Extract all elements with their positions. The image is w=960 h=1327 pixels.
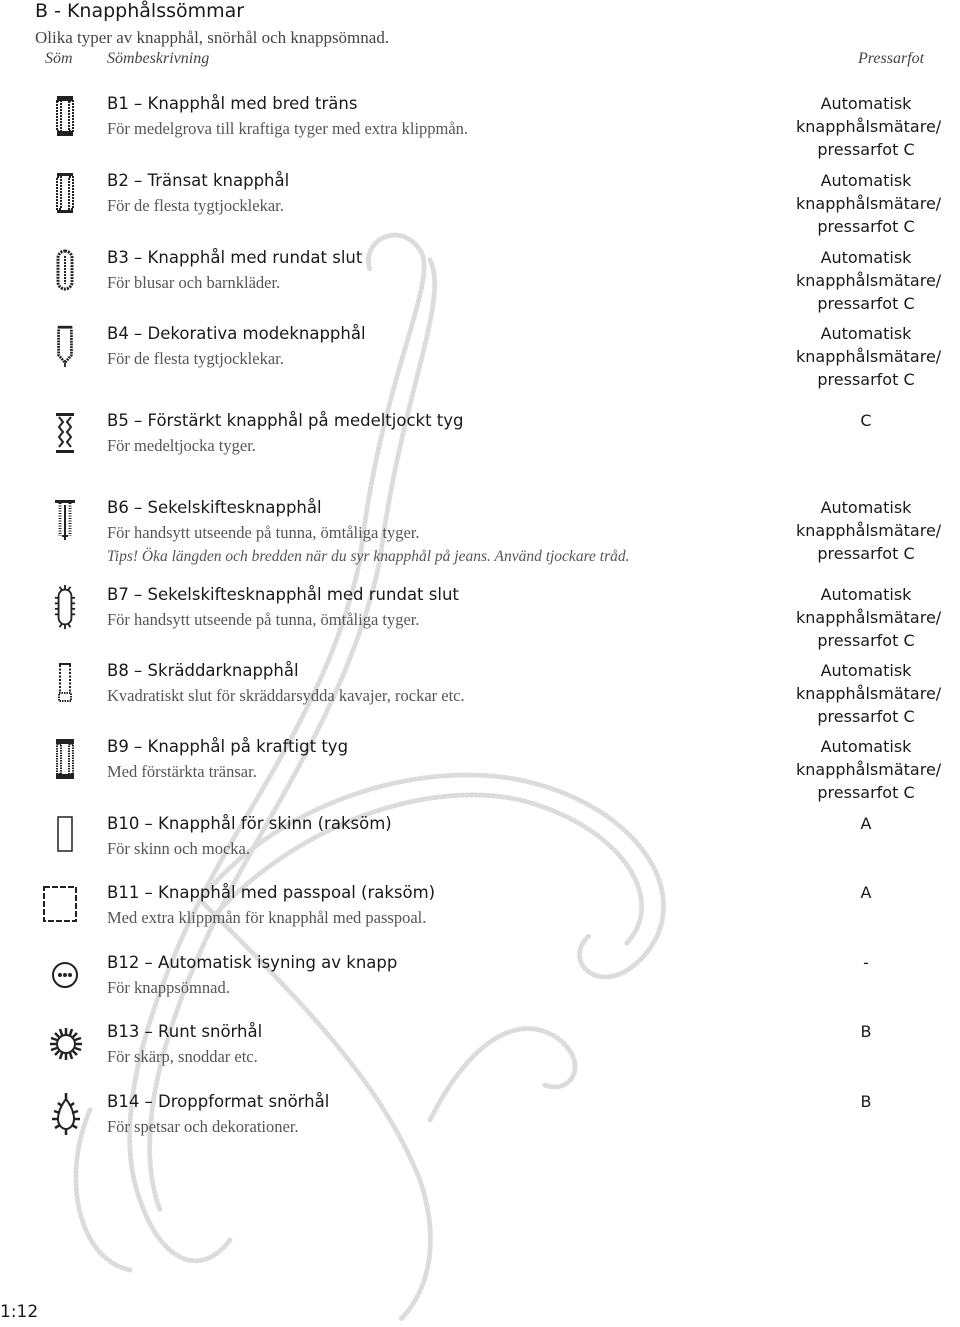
stitch-description: För medeltjocka tyger.: [107, 436, 256, 455]
buttonhole-leather-icon: [50, 814, 80, 858]
presser-foot-line: knapphålsmätare/: [796, 271, 942, 290]
presser-foot-line: pressarfot C: [817, 544, 915, 563]
presser-foot-line: Automatisk: [820, 498, 912, 517]
stitch-description: För de flesta tygtjocklekar.: [107, 349, 284, 368]
stitch-name: B2 – Tränsat knapphål: [107, 171, 290, 190]
presser-foot-line: Automatisk: [820, 171, 912, 190]
buttonhole-heavy-fabric-icon: [50, 737, 80, 781]
stitch-description: För handsytt utseende på tunna, ömtåliga tyger.: [107, 610, 420, 629]
stitch-name: B8 – Skräddarknapphål: [107, 661, 299, 680]
presser-foot: [796, 735, 942, 804]
presser-foot-line: B: [860, 1092, 872, 1111]
presser-foot: [796, 322, 942, 391]
presser-foot-line: pressarfot C: [817, 783, 915, 802]
eyelet-round-icon: [48, 1022, 84, 1066]
presser-foot-line: knapphålsmätare/: [796, 608, 942, 627]
stitch-description: För skinn och mocka.: [107, 839, 250, 858]
stitch-name: B14 – Droppformat snörhål: [107, 1092, 330, 1111]
presser-foot-line: Automatisk: [820, 248, 912, 267]
presser-foot: [796, 1090, 936, 1113]
stitch-name: B13 – Runt snörhål: [107, 1022, 263, 1041]
stitch-description: Kvadratiskt slut för skräddarsydda kavajer, rockar etc.: [107, 686, 465, 705]
stitch-name: B1 – Knapphål med bred träns: [107, 94, 358, 113]
page-number: 1:12: [0, 1302, 39, 1322]
presser-foot-line: knapphålsmätare/: [796, 347, 942, 366]
stitch-description: Med extra klippmån för knapphål med passpoal.: [107, 908, 427, 927]
page-intro: Olika typer av knapphål, snörhål och knappsömnad.: [35, 28, 390, 47]
presser-foot-line: B: [860, 1022, 872, 1041]
presser-foot-line: C: [860, 411, 872, 430]
stitch-description: Med förstärkta tränsar.: [107, 762, 257, 781]
column-header-foot: Pressarfot: [858, 50, 925, 67]
presser-foot-line: Automatisk: [820, 737, 912, 756]
presser-foot: [796, 881, 936, 904]
buttonhole-wide-bartack-icon: [50, 94, 80, 138]
buttonhole-bound-icon: [40, 883, 80, 927]
stitch-name: B5 – Förstärkt knapphål på medeltjockt tyg: [107, 411, 464, 430]
stitch-name: B10 – Knapphål för skinn (raksöm): [107, 814, 392, 833]
buttonhole-bartack-icon: [50, 171, 80, 215]
presser-foot-line: Automatisk: [820, 585, 912, 604]
stitch-name: B4 – Dekorativa modeknapphål: [107, 324, 366, 343]
presser-foot-line: -: [863, 953, 869, 972]
presser-foot-line: A: [860, 883, 872, 902]
buttonhole-rounded-icon: [50, 248, 80, 292]
presser-foot: [796, 583, 942, 652]
page-title: B - Knapphålssömmar: [35, 0, 245, 22]
buttonhole-decorative-icon: [50, 324, 80, 368]
presser-foot-line: Automatisk: [820, 324, 912, 343]
eyelet-teardrop-icon: [50, 1092, 82, 1136]
stitch-tip: Tips! Öka längden och bredden när du syr knapphål på jeans. Använd tjockare tråd.: [107, 548, 630, 565]
column-header-stitch: Söm: [45, 50, 73, 67]
stitch-name: B12 – Automatisk isyning av knapp: [107, 953, 398, 972]
presser-foot-line: pressarfot C: [817, 217, 915, 236]
presser-foot-line: Automatisk: [820, 661, 912, 680]
stitch-description: För blusar och barnkläder.: [107, 273, 281, 292]
presser-foot: [796, 246, 942, 315]
presser-foot: [796, 409, 936, 432]
presser-foot-line: pressarfot C: [817, 140, 915, 159]
presser-foot: [796, 812, 936, 835]
stitch-description: För skärp, snoddar etc.: [107, 1047, 258, 1066]
stitch-name: B9 – Knapphål på kraftigt tyg: [107, 737, 349, 756]
stitch-name: B7 – Sekelskiftesknapphål med rundat slut: [107, 585, 459, 604]
presser-foot-line: A: [860, 814, 872, 833]
buttonhole-heirloom-rounded-icon: [50, 585, 80, 629]
stitch-description: För handsytt utseende på tunna, ömtåliga tyger.: [107, 523, 420, 542]
button-sew-on-icon: [48, 953, 82, 997]
stitch-name: B11 – Knapphål med passpoal (raksöm): [107, 883, 436, 902]
presser-foot: [796, 951, 936, 974]
presser-foot-line: knapphålsmätare/: [796, 760, 942, 779]
stitch-description: För medelgrova till kraftiga tyger med extra klippmån.: [107, 119, 469, 138]
stitch-description: För de flesta tygtjocklekar.: [107, 196, 284, 215]
stitch-name: B3 – Knapphål med rundat slut: [107, 248, 363, 267]
presser-foot-line: pressarfot C: [817, 294, 915, 313]
stitch-name: B6 – Sekelskiftesknapphål: [107, 498, 322, 517]
presser-foot: [796, 169, 942, 238]
presser-foot-line: Automatisk: [820, 94, 912, 113]
presser-foot-line: knapphålsmätare/: [796, 194, 942, 213]
presser-foot-line: pressarfot C: [817, 707, 915, 726]
column-header-description: Sömbeskrivning: [107, 50, 210, 67]
stitch-description: För spetsar och dekorationer.: [107, 1117, 299, 1136]
presser-foot: [796, 659, 942, 728]
presser-foot-line: knapphålsmätare/: [796, 117, 942, 136]
buttonhole-heirloom-icon: [50, 498, 80, 542]
buttonhole-tailor-icon: [50, 661, 80, 705]
presser-foot: [796, 1020, 936, 1043]
stitch-description: För knappsömnad.: [107, 978, 230, 997]
presser-foot-line: pressarfot C: [817, 631, 915, 650]
presser-foot: [796, 496, 942, 565]
presser-foot-line: pressarfot C: [817, 370, 915, 389]
presser-foot-line: knapphålsmätare/: [796, 521, 942, 540]
presser-foot: [796, 92, 942, 161]
presser-foot-line: knapphålsmätare/: [796, 684, 942, 703]
buttonhole-reinforced-icon: [50, 411, 80, 455]
